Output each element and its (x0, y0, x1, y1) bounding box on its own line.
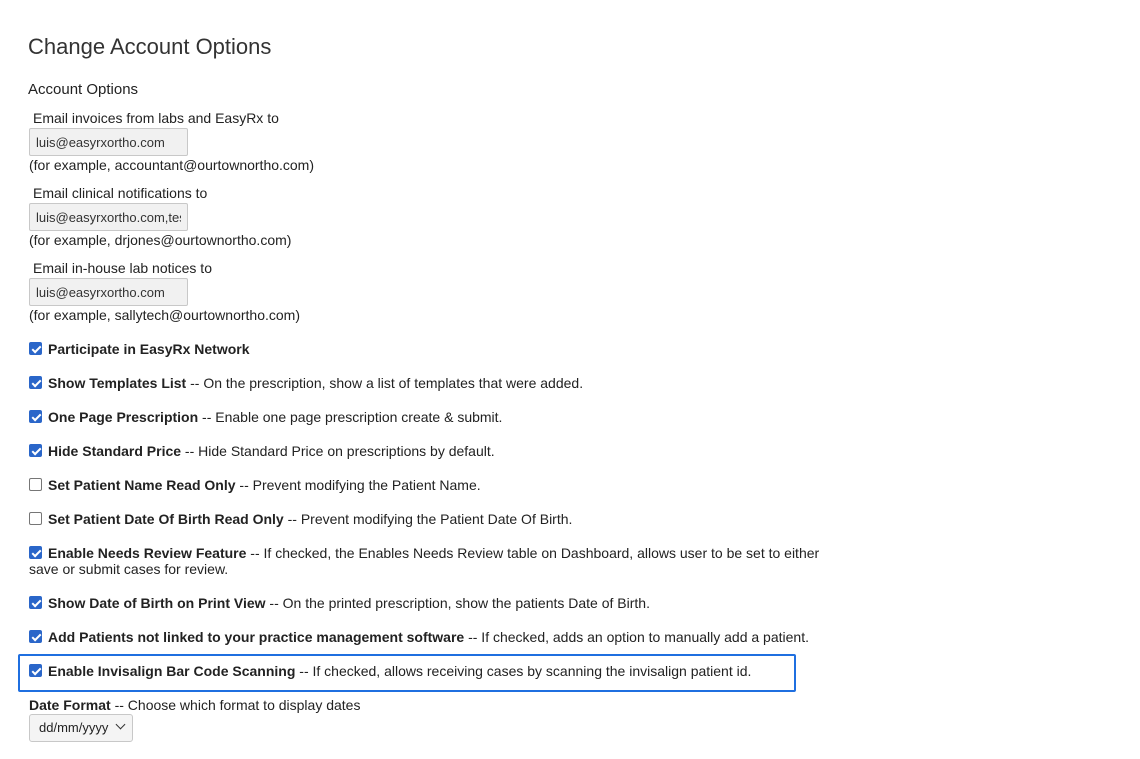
chevron-down-icon (116, 720, 126, 730)
date-format-value: dd/mm/yyyy (39, 720, 109, 735)
option-title: Add Patients not linked to your practice management software (48, 629, 465, 645)
option-desc: -- Prevent modifying the Patient Name. (235, 477, 481, 493)
option-desc: -- If checked, allows receiving cases by scanning the invisalign patient id. (295, 663, 752, 679)
invoice-email-hint: (for example, accountant@ourtownortho.com) (29, 157, 315, 173)
clinical-email-hint: (for example, drjones@ourtownortho.com) (29, 232, 292, 248)
option-one-page-prescription (29, 409, 829, 425)
option-title: Enable Needs Review Feature (48, 545, 247, 561)
checkbox[interactable] (29, 596, 42, 609)
checkbox[interactable] (29, 630, 42, 643)
option-desc: -- On the prescription, show a list of templates that were added. (186, 375, 584, 391)
option-show-templates (29, 375, 829, 391)
checkbox[interactable] (29, 410, 42, 423)
option-hide-standard-price (29, 443, 829, 459)
page-title: Change Account Options (28, 34, 272, 59)
option-desc: -- If checked, the Enables Needs Review table on Dashboard, allows user to be set to either save or submit cases for review. (29, 545, 820, 577)
option-patient-name-readonly (29, 477, 829, 493)
option-desc: -- Prevent modifying the Patient Date Of Birth. (283, 511, 573, 527)
invoice-email-label: Email invoices from labs and EasyRx to (33, 110, 279, 126)
clinical-email-input[interactable] (29, 203, 188, 231)
option-title: Show Date of Birth on Print View (48, 595, 266, 611)
lab-email-input[interactable] (29, 278, 188, 306)
checkbox[interactable] (29, 342, 42, 355)
invoice-email-input[interactable] (29, 128, 188, 156)
option-desc: -- Hide Standard Price on prescriptions by default. (181, 443, 495, 459)
checkbox[interactable] (29, 546, 42, 559)
option-patient-dob-readonly (29, 511, 829, 527)
option-dob-print-view (29, 595, 829, 611)
option-title: Hide Standard Price (48, 443, 182, 459)
option-desc: -- Enable one page prescription create & submit. (198, 409, 503, 425)
checkbox[interactable] (29, 478, 42, 491)
clinical-email-label: Email clinical notifications to (33, 185, 208, 201)
option-title: Participate in EasyRx Network (48, 341, 250, 357)
date-format-label (29, 697, 360, 713)
option-title: One Page Prescription (48, 409, 199, 425)
option-title: Enable Invisalign Bar Code Scanning (48, 663, 296, 679)
option-title: Show Templates List (48, 375, 187, 391)
option-title: Set Patient Date Of Birth Read Only (48, 511, 284, 527)
date-format-select[interactable] (29, 714, 133, 742)
option-desc: -- If checked, adds an option to manually add a patient. (464, 629, 809, 645)
option-invisalign-barcode (29, 663, 829, 679)
date-format-title: Date Format (29, 697, 111, 713)
option-easyrx-network (29, 341, 829, 357)
checkbox[interactable] (29, 444, 42, 457)
option-needs-review (29, 545, 829, 577)
option-title: Set Patient Name Read Only (48, 477, 236, 493)
lab-email-hint: (for example, sallytech@ourtownortho.com) (29, 307, 300, 323)
lab-email-label: Email in-house lab notices to (33, 260, 212, 276)
date-format-desc: -- Choose which format to display dates (110, 697, 361, 713)
section-title: Account Options (28, 81, 139, 98)
checkbox[interactable] (29, 512, 42, 525)
option-desc: -- On the printed prescription, show the patients Date of Birth. (265, 595, 650, 611)
checkbox[interactable] (29, 376, 42, 389)
checkbox[interactable] (29, 664, 42, 677)
option-add-unlinked-patients (29, 629, 829, 645)
